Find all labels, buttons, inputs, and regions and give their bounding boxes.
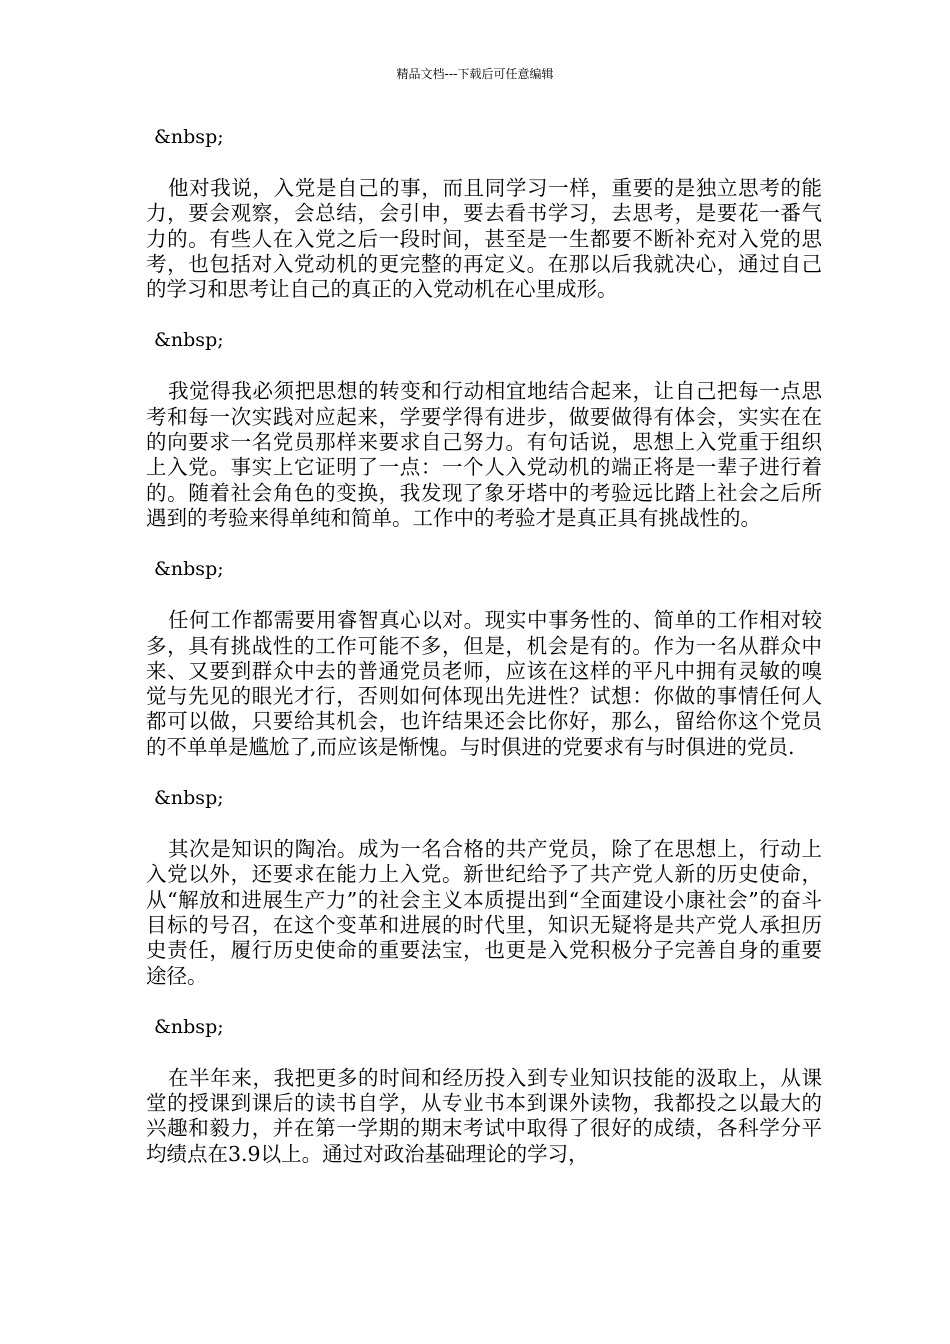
document-body [146,124,822,1167]
paragraph-5: 在半年来，我把更多的时间和经历投入到专业知识技能的汲取上，从课堂的授课到课后的读书自学，从专业书本到课外读物，我都投之以最大的兴趣和毅力，并在第一学期的期末考试中取得了很好的成绩，各科学分平均绩点在3.9以上。通过对政治基础理论的学习， [146,1065,822,1166]
paragraph-4: 其次是知识的陶冶。成为一名合格的共产党员，除了在思想上，行动上入党以外，还要求在能力上入党。新世纪给予了共产党人新的历史使命，从“解放和进展生产力”的社会主义本质提出到“全面建设小康社会”的奋斗目标的号召，在这个变革和进展的时代里，知识无疑将是共产党人承担历史责任，履行历史使命的重要法宝，也更是入党积极分子完善自身的重要途径。 [146,837,822,988]
paragraph-3: 任何工作都需要用睿智真心以对。现实中事务性的、简单的工作相对较多，具有挑战性的工作可能不多，但是，机会是有的。作为一名从群众中来、又要到群众中去的普通党员老师，应该在这样的平凡中拥有灵敏的嗅觉与先见的眼光才行，否则如何体现出先进性？试想：你做的事情任何人都可以做，只要给其机会，也许结果还会比你好，那么，留给你这个党员的不单单是尴尬了,而应该是惭愧。与时俱进的党要求有与时俱进的党员. [146,608,822,759]
page-header: 精品文档---下载后可任意编辑 [396,67,554,81]
paragraph-2: 我觉得我必须把思想的转变和行动相宜地结合起来，让自己把每一点思考和每一次实践对应起来，学要学得有进步，做要做得有体会，实实在在的向要求一名党员那样来要求自己努力。有句话说，思想上入党重于组织上入党。事实上它证明了一点：一个人入党动机的端正将是一辈子进行着的。随着社会角色的变换，我发现了象牙塔中的考验远比踏上社会之后所遇到的考验来得单纯和简单。工作中的考验才是真正具有挑战性的。 [146,379,822,530]
spacer-line: &nbsp; [154,329,224,352]
spacer-line: &nbsp; [154,1015,224,1038]
spacer-line: &nbsp; [154,126,224,148]
spacer-line: &nbsp; [154,558,224,581]
spacer-line: &nbsp; [154,787,224,810]
paragraph-1: 他对我说，入党是自己的事，而且同学习一样，重要的是独立思考的能力，要会观察，会总结，会引申，要去看书学习，去思考，是要花一番气力的。有些人在入党之后一段时间，甚至是一生都要不断补充对入党的思考，也包括对入党动机的更完整的再定义。在那以后我就决心，通过自己的学习和思考让自己的真正的入党动机在心里成形。 [146,176,822,302]
